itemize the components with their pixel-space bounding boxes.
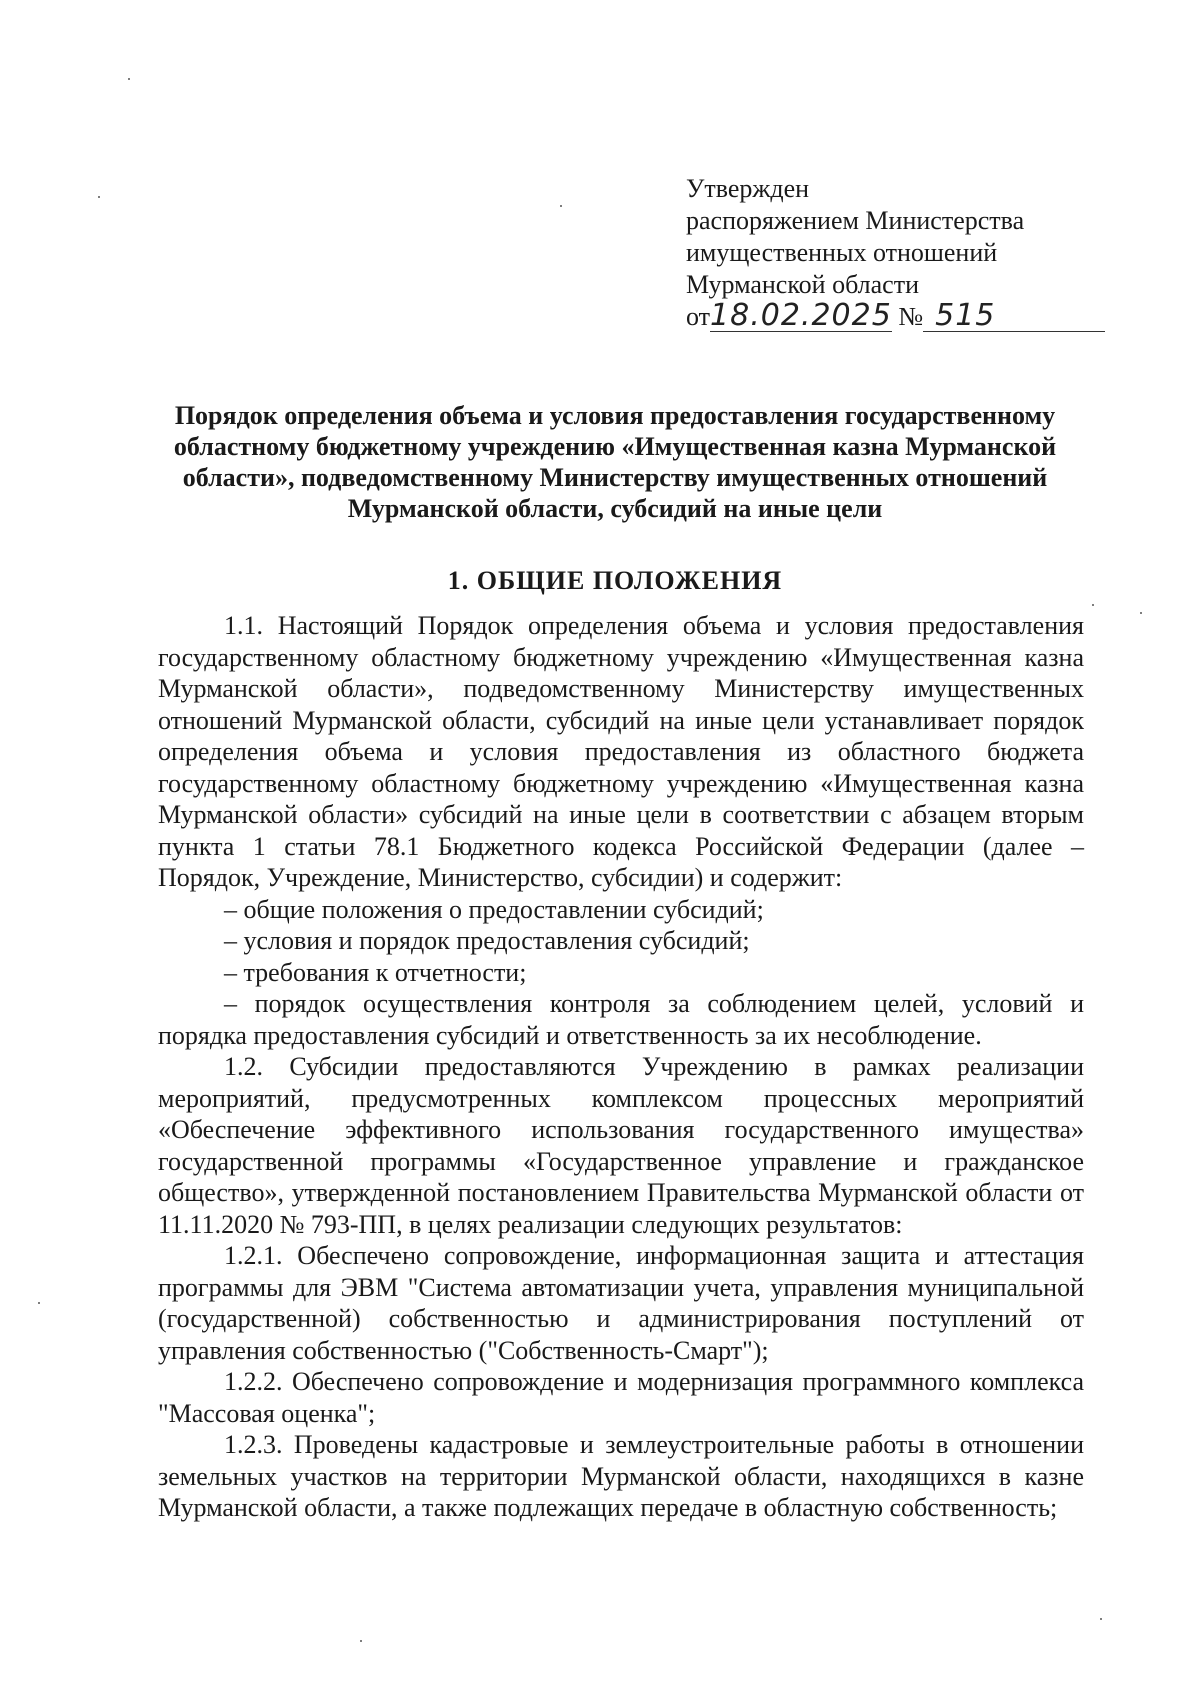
approval-block	[686, 173, 1086, 333]
approval-line-order: распоряжением Министерства	[686, 206, 1025, 235]
list-item: – требования к отчетности;	[224, 957, 527, 987]
document-title-line: Мурманской области, субсидий на иные цели	[347, 494, 883, 523]
scan-speck	[38, 1302, 40, 1304]
approval-date-prefix: от	[686, 302, 711, 331]
document-title-line: областному бюджетному учреждению «Имущественная казна Мурманской	[173, 432, 1057, 461]
approval-date-field	[710, 298, 892, 333]
approval-line-region: Мурманской области	[686, 270, 919, 299]
paragraph-1-2: 1.2. Субсидии предоставляются Учреждению в рамках реализации мероприятий, предусмотренных комплексом процессных мероприятий «Обеспечение эффективного использования государственного имущества» государственной программы «Государственное управление и гражданское общество», утвержденной постановлением Правительства Мурманской области от 11.11.2020 № 793-ПП, в целях реализации следующих результатов:	[158, 1052, 1084, 1239]
scan-speck	[128, 78, 130, 80]
paragraph-1-2-2: 1.2.2. Обеспечено сопровождение и модернизация программного комплекса "Массовая оценка";	[158, 1367, 1084, 1428]
paragraph-1-2-3: 1.2.3. Проведены кадастровые и землеустроительные работы в отношении земельных участков на территории Мурманской области, находящихся в казне Мурманской области, а также подлежащих передаче в областную собственность;	[158, 1430, 1084, 1522]
document-title	[150, 400, 1080, 524]
paragraph-1-1: 1.1. Настоящий Порядок определения объема и условия предоставления государственному областному бюджетному учреждению «Имущественная казна Мурманской области», подведомственному Министерству имущественных отношений Мурманской области, субсидий на иные цели устанавливает порядок определения объема и условия предоставления из областного бюджета государственному областному бюджетному учреждению «Имущественная казна Мурманской области» субсидий на иные цели в соответствии с абзацем вторым пункта 1 статьи 78.1 Бюджетного кодекса Российской Федерации (далее – Порядок, Учреждение, Министерство, субсидии) и содержит:	[158, 611, 1084, 892]
scan-speck	[1100, 1618, 1102, 1620]
paragraph-1-2-1: 1.2.1. Обеспечено сопровождение, информационная защита и аттестация программы для ЭВМ "Система автоматизации учета, управления муниципальной (государственной) собственностью и администрирования поступлений от управления собственностью ("Собственность-Смарт");	[158, 1241, 1084, 1365]
approval-line-approved: Утвержден	[686, 174, 810, 203]
list-item: – порядок осуществления контроля за соблюдением целей, условий и порядка предоставления субсидий и ответственность за их несоблюдение.	[158, 989, 1084, 1050]
list-item: – общие положения о предоставлении субсидий;	[224, 894, 764, 924]
document-body	[158, 610, 1084, 1524]
scan-speck	[360, 1640, 362, 1642]
section-heading-general-provisions: 1. ОБЩИЕ ПОЛОЖЕНИЯ	[447, 566, 783, 595]
scan-speck	[560, 205, 562, 207]
list-item: – условия и порядок предоставления субсидий;	[224, 926, 750, 955]
document-title-line: Порядок определения объема и условия предоставления государственному	[174, 401, 1056, 430]
approval-number-field	[923, 298, 1105, 333]
approval-number-handwritten: 515	[935, 298, 996, 333]
scan-speck	[98, 196, 100, 198]
scan-speck	[1092, 604, 1094, 606]
approval-number-prefix: №	[898, 302, 924, 331]
approval-date-number-line	[686, 298, 1086, 333]
approval-date-handwritten: 18.02.2025	[710, 298, 892, 333]
approval-line-ministry: имущественных отношений	[686, 238, 998, 267]
scan-speck	[1140, 612, 1142, 614]
document-title-line: области», подведомственному Министерству имущественных отношений	[182, 463, 1048, 492]
